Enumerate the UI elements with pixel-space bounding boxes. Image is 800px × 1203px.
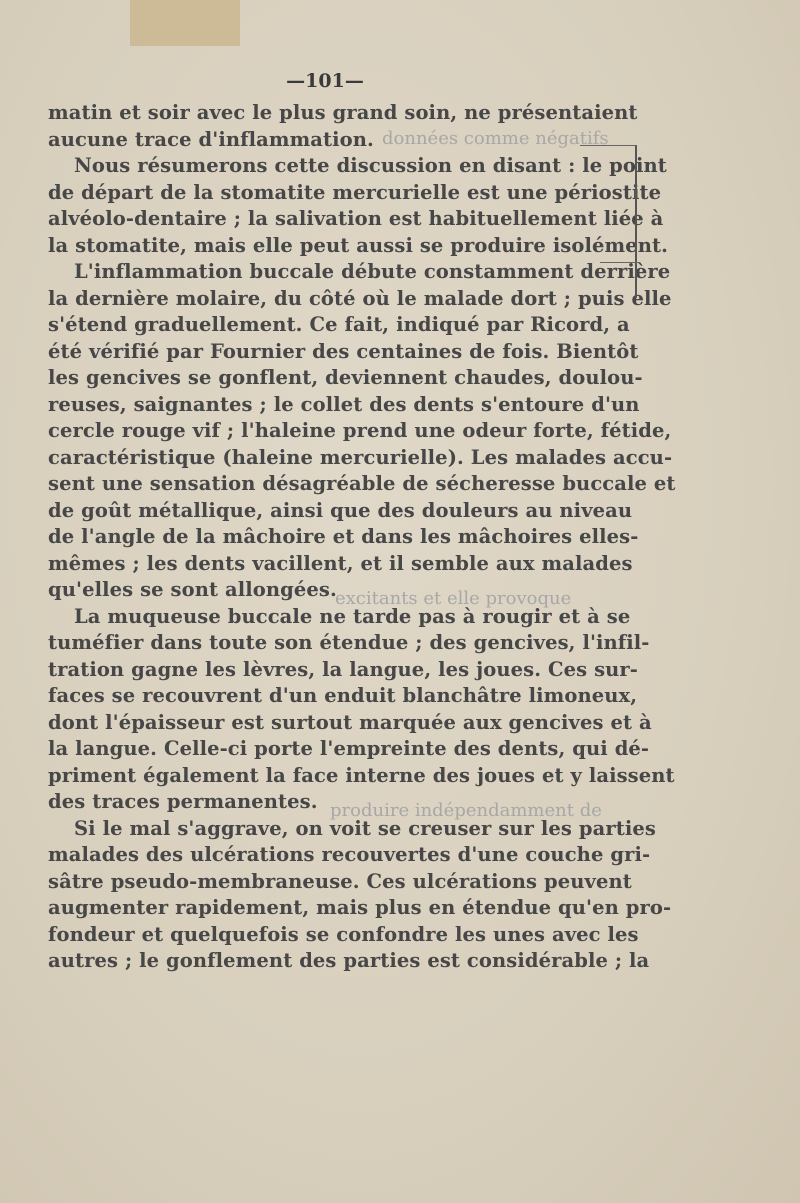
text-line: autres ; le gonflement des parties est considérable ; la [48,949,650,972]
text-line: L'inflammation buccale débute constamment derrière [74,260,671,283]
text-line: de l'angle de la mâchoire et dans les mâchoires elles- [48,525,639,548]
body-text [48,100,676,975]
text-line: mêmes ; les dents vacillent, et il semble aux malades [48,551,633,575]
text-line: des traces permanentes. [48,790,318,813]
margin-bracket-mark [580,145,637,298]
text-line: augmenter rapidement, mais plus en étendue qu'en pro- [48,896,672,919]
text-line: sâtre pseudo-membraneuse. Ces ulcérations peuvent [48,869,632,893]
text-line: la langue. Celle-ci porte l'empreinte des dents, qui dé- [48,737,650,760]
text-line: faces se recouvrent d'un enduit blanchâtre limoneux, [48,684,638,707]
text-line: Si le mal s'aggrave, on voit se creuser sur les parties [74,816,656,840]
text-line: de goût métallique, ainsi que des douleurs au niveau [48,498,633,522]
text-line: cercle rouge vif ; l'haleine prend une odeur forte, fétide, [48,419,672,442]
text-line: la dernière molaire, du côté où le malade dort ; puis elle [48,286,672,310]
text-line: fondeur et quelquefois se confondre les unes avec les [48,922,639,946]
bleed-through-text: données comme négatifs [382,128,609,149]
text-line: la stomatite, mais elle peut aussi se produire isolément. [48,233,669,257]
text-line: malades des ulcérations recouvertes d'une couche gri- [48,843,651,866]
text-line: dont l'épaisseur est surtout marquée aux gencives et à [48,710,652,734]
text-line: caractéristique (haleine mercurielle). Les malades accu- [48,445,673,469]
text-line: s'étend graduellement. Ce fait, indiqué par Ricord, a [48,313,630,336]
text-line: Nous résumerons cette discussion en disant : le point [74,154,667,177]
bleed-through-text: produire indépendamment de [330,800,602,821]
text-line: tuméfier dans toute son étendue ; des gencives, l'infil- [48,631,650,654]
text-line: alvéolo-dentaire ; la salivation est habituellement liée à [48,207,664,230]
text-line: de départ de la stomatite mercurielle est une périostite [48,180,662,204]
text-line: aucune trace d'inflammation. [48,127,374,151]
text-line: priment également la face interne des joues et y laissent [48,763,675,787]
text-line: été vérifié par Fournier des centaines de fois. Bientôt [48,339,639,363]
paper-tab [130,0,240,46]
text-line: matin et soir avec le plus grand soin, ne présentaient [48,101,638,124]
margin-tick-mark [600,262,638,263]
page-number: —101— [286,70,364,92]
text-line: reuses, saignantes ; le collet des dents s'entoure d'un [48,392,640,416]
text-line: qu'elles se sont allongées. [48,578,337,601]
text-line: La muqueuse buccale ne tarde pas à rougir et à se [74,604,631,628]
text-line: les gencives se gonflent, deviennent chaudes, doulou- [48,366,643,389]
text-line: tration gagne les lèvres, la langue, les joues. Ces sur- [48,657,638,681]
bleed-through-text: excitants et elle provoque [335,588,572,609]
text-line: sent une sensation désagréable de sécheresse buccale et [48,472,676,495]
